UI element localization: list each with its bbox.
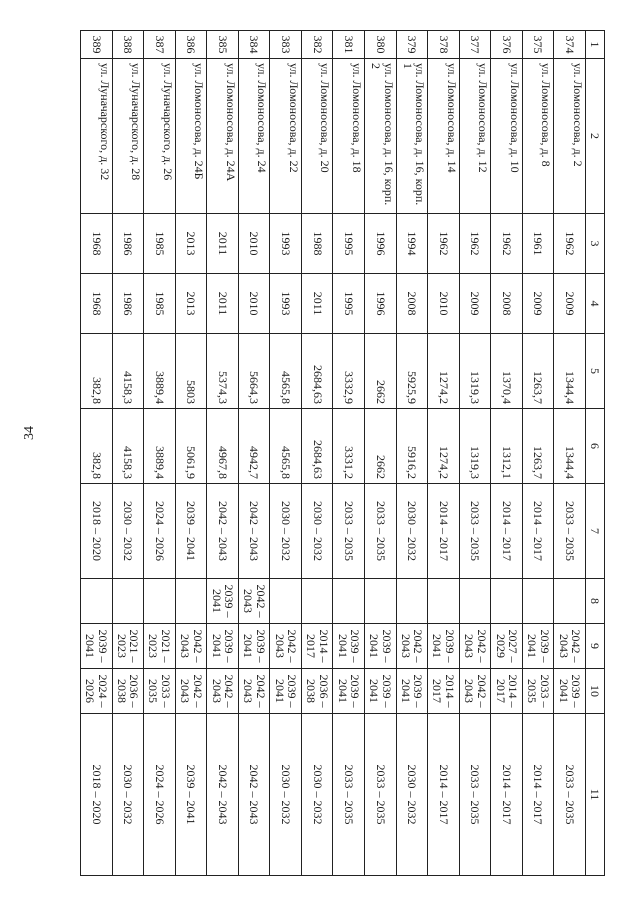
total-area-cell: 3889,4 bbox=[144, 334, 176, 409]
address-cell: ул. Ломоносова, д. 8 bbox=[522, 59, 554, 214]
table-row bbox=[428, 31, 460, 876]
period-col8-cell bbox=[270, 579, 302, 624]
table-row bbox=[81, 31, 113, 876]
living-area-cell: 1263,7 bbox=[522, 409, 554, 484]
period-cell: 2030 – 2032 bbox=[270, 484, 302, 579]
period-col8-cell bbox=[428, 579, 460, 624]
column-header-5: 5 bbox=[586, 334, 605, 409]
table-row bbox=[270, 31, 302, 876]
commission-year-cell: 1986 bbox=[112, 274, 144, 334]
period-col9-cell: 2042 – 2043 bbox=[175, 624, 207, 669]
construction-year-cell: 2011 bbox=[207, 214, 239, 274]
period-col8-cell bbox=[459, 579, 491, 624]
address-cell: ул. Ломоносова, д. 12 bbox=[459, 59, 491, 214]
commission-year-cell: 1996 bbox=[365, 274, 397, 334]
address-cell: ул. Ломоносова, д. 14 bbox=[428, 59, 460, 214]
commission-year-cell: 2009 bbox=[522, 274, 554, 334]
period-col8-cell bbox=[554, 579, 586, 624]
construction-year-cell: 1962 bbox=[428, 214, 460, 274]
address-cell: ул. Ломоносова, д. 24 bbox=[238, 59, 270, 214]
table-row bbox=[522, 31, 554, 876]
period-col11-cell: 2042 – 2043 bbox=[238, 714, 270, 876]
commission-year-cell: 2009 bbox=[459, 274, 491, 334]
total-area-cell: 4565,8 bbox=[270, 334, 302, 409]
period-col10-cell: 2042 – 2043 bbox=[238, 669, 270, 714]
living-area-cell: 3331,2 bbox=[333, 409, 365, 484]
period-col10-cell: 2024 – 2026 bbox=[81, 669, 113, 714]
row-number: 389 bbox=[81, 31, 113, 59]
column-header-6: 6 bbox=[586, 409, 605, 484]
period-cell: 2018 – 2020 bbox=[81, 484, 113, 579]
table-row bbox=[238, 31, 270, 876]
construction-year-cell: 2013 bbox=[175, 214, 207, 274]
table-row bbox=[207, 31, 239, 876]
period-col10-cell: 2014 – 2017 bbox=[428, 669, 460, 714]
period-col8-cell bbox=[175, 579, 207, 624]
period-col10-cell: 2033 – 2035 bbox=[144, 669, 176, 714]
address-cell: ул. Ломоносова, д. 18 bbox=[333, 59, 365, 214]
column-header-9: 9 bbox=[586, 624, 605, 669]
commission-year-cell: 2011 bbox=[207, 274, 239, 334]
period-col9-cell: 2014 – 2017 bbox=[301, 624, 333, 669]
living-area-cell: 5061,9 bbox=[175, 409, 207, 484]
period-col8-cell bbox=[491, 579, 523, 624]
address-cell: ул. Луначарского, д. 32 bbox=[81, 59, 113, 214]
row-number: 388 bbox=[112, 31, 144, 59]
living-area-cell: 4942,7 bbox=[238, 409, 270, 484]
row-number: 385 bbox=[207, 31, 239, 59]
period-cell: 2033 – 2035 bbox=[333, 484, 365, 579]
total-area-cell: 1274,2 bbox=[428, 334, 460, 409]
construction-year-cell: 2010 bbox=[238, 214, 270, 274]
period-col9-cell: 2039 – 2041 bbox=[333, 624, 365, 669]
column-header-8: 8 bbox=[586, 579, 605, 624]
period-col10-cell: 2036 – 2038 bbox=[112, 669, 144, 714]
period-col10-cell: 2039 – 2041 bbox=[554, 669, 586, 714]
address-cell: ул. Ломоносова, д. 16, корп. 1 bbox=[396, 59, 428, 214]
period-col10-cell: 2039 – 2041 bbox=[365, 669, 397, 714]
living-area-cell: 4565,8 bbox=[270, 409, 302, 484]
period-col8-cell: 2042 – 2043 bbox=[238, 579, 270, 624]
total-area-cell: 5925,9 bbox=[396, 334, 428, 409]
period-col8-cell bbox=[301, 579, 333, 624]
address-cell: ул. Ломоносова, д. 2 bbox=[554, 59, 586, 214]
period-col11-cell: 2033 – 2035 bbox=[459, 714, 491, 876]
column-header-3: 3 bbox=[586, 214, 605, 274]
period-cell: 2014 – 2017 bbox=[522, 484, 554, 579]
living-area-cell: 2662 bbox=[365, 409, 397, 484]
period-col9-cell: 2039 – 2041 bbox=[428, 624, 460, 669]
period-col9-cell: 2042 – 2043 bbox=[554, 624, 586, 669]
period-col11-cell: 2030 – 2032 bbox=[396, 714, 428, 876]
living-area-cell: 1344,4 bbox=[554, 409, 586, 484]
period-col11-cell: 2042 – 2043 bbox=[207, 714, 239, 876]
period-col11-cell: 2033 – 2035 bbox=[554, 714, 586, 876]
table-row bbox=[491, 31, 523, 876]
period-col8-cell bbox=[333, 579, 365, 624]
total-area-cell: 1370,4 bbox=[491, 334, 523, 409]
period-cell: 2039 – 2041 bbox=[175, 484, 207, 579]
table-container bbox=[80, 30, 605, 875]
row-number: 381 bbox=[333, 31, 365, 59]
period-col8-cell bbox=[396, 579, 428, 624]
row-number: 374 bbox=[554, 31, 586, 59]
table-row bbox=[365, 31, 397, 876]
period-col11-cell: 2018 – 2020 bbox=[81, 714, 113, 876]
row-number: 384 bbox=[238, 31, 270, 59]
period-col9-cell: 2039 – 2041 bbox=[207, 624, 239, 669]
period-col9-cell: 2021 – 2023 bbox=[144, 624, 176, 669]
address-cell: ул. Луначарского, д. 26 bbox=[144, 59, 176, 214]
period-col10-cell: 2039 – 2041 bbox=[270, 669, 302, 714]
row-number: 379 bbox=[396, 31, 428, 59]
period-col10-cell: 2042 – 2043 bbox=[175, 669, 207, 714]
row-number: 377 bbox=[459, 31, 491, 59]
construction-year-cell: 1986 bbox=[112, 214, 144, 274]
row-number: 378 bbox=[428, 31, 460, 59]
table-row bbox=[554, 31, 586, 876]
construction-year-cell: 1996 bbox=[365, 214, 397, 274]
period-cell: 2014 – 2017 bbox=[491, 484, 523, 579]
period-col9-cell: 2042 – 2043 bbox=[270, 624, 302, 669]
commission-year-cell: 1993 bbox=[270, 274, 302, 334]
period-col10-cell: 2014 – 2017 bbox=[491, 669, 523, 714]
period-col10-cell: 2042 – 2043 bbox=[459, 669, 491, 714]
commission-year-cell: 1995 bbox=[333, 274, 365, 334]
period-col9-cell: 2039 – 2041 bbox=[365, 624, 397, 669]
period-cell: 2033 – 2035 bbox=[365, 484, 397, 579]
address-cell: ул. Ломоносова, д. 22 bbox=[270, 59, 302, 214]
period-col9-cell: 2042 – 2043 bbox=[396, 624, 428, 669]
header-row bbox=[586, 31, 605, 876]
period-col8-cell bbox=[144, 579, 176, 624]
commission-year-cell: 2008 bbox=[491, 274, 523, 334]
period-col8-cell bbox=[81, 579, 113, 624]
table-row bbox=[301, 31, 333, 876]
column-header-10: 10 bbox=[586, 669, 605, 714]
period-col11-cell: 2030 – 2032 bbox=[112, 714, 144, 876]
table-body bbox=[81, 31, 586, 876]
construction-year-cell: 1962 bbox=[554, 214, 586, 274]
commission-year-cell: 2011 bbox=[301, 274, 333, 334]
commission-year-cell: 1968 bbox=[81, 274, 113, 334]
commission-year-cell: 2010 bbox=[238, 274, 270, 334]
column-header-1: 1 bbox=[586, 31, 605, 59]
living-area-cell: 2684,63 bbox=[301, 409, 333, 484]
address-cell: ул. Ломоносова, д. 24А bbox=[207, 59, 239, 214]
period-cell: 2014 – 2017 bbox=[428, 484, 460, 579]
living-area-cell: 1319,3 bbox=[459, 409, 491, 484]
period-cell: 2042 – 2043 bbox=[238, 484, 270, 579]
period-col11-cell: 2030 – 2032 bbox=[301, 714, 333, 876]
period-col11-cell: 2039 – 2041 bbox=[175, 714, 207, 876]
total-area-cell: 1319,3 bbox=[459, 334, 491, 409]
period-col11-cell: 2014 – 2017 bbox=[491, 714, 523, 876]
total-area-cell: 2684,63 bbox=[301, 334, 333, 409]
period-cell: 2042 – 2043 bbox=[207, 484, 239, 579]
row-number: 387 bbox=[144, 31, 176, 59]
construction-year-cell: 1962 bbox=[459, 214, 491, 274]
period-col8-cell bbox=[522, 579, 554, 624]
total-area-cell: 5664,3 bbox=[238, 334, 270, 409]
address-cell: ул. Ломоносова, д. 10 bbox=[491, 59, 523, 214]
period-cell: 2030 – 2032 bbox=[396, 484, 428, 579]
period-col10-cell: 2039 – 2041 bbox=[396, 669, 428, 714]
row-number: 376 bbox=[491, 31, 523, 59]
construction-year-cell: 1985 bbox=[144, 214, 176, 274]
construction-year-cell: 1993 bbox=[270, 214, 302, 274]
commission-year-cell: 1985 bbox=[144, 274, 176, 334]
period-col10-cell: 2042 – 2043 bbox=[207, 669, 239, 714]
period-col11-cell: 2033 – 2035 bbox=[365, 714, 397, 876]
period-col11-cell: 2014 – 2017 bbox=[522, 714, 554, 876]
column-header-7: 7 bbox=[586, 484, 605, 579]
period-col10-cell: 2039 – 2041 bbox=[333, 669, 365, 714]
living-area-cell: 5916,2 bbox=[396, 409, 428, 484]
row-number: 383 bbox=[270, 31, 302, 59]
period-cell: 2033 – 2035 bbox=[459, 484, 491, 579]
total-area-cell: 5803 bbox=[175, 334, 207, 409]
row-number: 380 bbox=[365, 31, 397, 59]
period-cell: 2024 – 2026 bbox=[144, 484, 176, 579]
address-cell: ул. Ломоносова, д. 16, корп. 2 bbox=[365, 59, 397, 214]
period-col11-cell: 2024 – 2026 bbox=[144, 714, 176, 876]
period-col9-cell: 2039 – 2041 bbox=[81, 624, 113, 669]
period-col11-cell: 2033 – 2035 bbox=[333, 714, 365, 876]
address-cell: ул. Ломоносова, д. 20 bbox=[301, 59, 333, 214]
row-number: 386 bbox=[175, 31, 207, 59]
table-row bbox=[333, 31, 365, 876]
column-header-2: 2 bbox=[586, 59, 605, 214]
period-col9-cell: 2042 – 2043 bbox=[459, 624, 491, 669]
living-area-cell: 4967,8 bbox=[207, 409, 239, 484]
column-header-4: 4 bbox=[586, 274, 605, 334]
period-cell: 2030 – 2032 bbox=[112, 484, 144, 579]
living-area-cell: 382,8 bbox=[81, 409, 113, 484]
row-number: 375 bbox=[522, 31, 554, 59]
period-col10-cell: 2036 – 2038 bbox=[301, 669, 333, 714]
table-row bbox=[175, 31, 207, 876]
table-row bbox=[144, 31, 176, 876]
total-area-cell: 3332,9 bbox=[333, 334, 365, 409]
total-area-cell: 1344,4 bbox=[554, 334, 586, 409]
period-col8-cell bbox=[112, 579, 144, 624]
period-col10-cell: 2033 – 2035 bbox=[522, 669, 554, 714]
commission-year-cell: 2008 bbox=[396, 274, 428, 334]
table-row bbox=[459, 31, 491, 876]
commission-year-cell: 2010 bbox=[428, 274, 460, 334]
table-row bbox=[112, 31, 144, 876]
period-col8-cell: 2039 – 2041 bbox=[207, 579, 239, 624]
period-col8-cell bbox=[365, 579, 397, 624]
total-area-cell: 5374,3 bbox=[207, 334, 239, 409]
address-cell: ул. Луначарского, д. 28 bbox=[112, 59, 144, 214]
period-col9-cell: 2027 – 2029 bbox=[491, 624, 523, 669]
living-area-cell: 4158,3 bbox=[112, 409, 144, 484]
address-cell: ул. Ломоносова, д. 24Б bbox=[175, 59, 207, 214]
period-col11-cell: 2014 – 2017 bbox=[428, 714, 460, 876]
period-cell: 2033 – 2035 bbox=[554, 484, 586, 579]
column-header-11: 11 bbox=[586, 714, 605, 876]
construction-year-cell: 1995 bbox=[333, 214, 365, 274]
total-area-cell: 1263,7 bbox=[522, 334, 554, 409]
living-area-cell: 1274,2 bbox=[428, 409, 460, 484]
row-number: 382 bbox=[301, 31, 333, 59]
total-area-cell: 4158,3 bbox=[112, 334, 144, 409]
construction-year-cell: 1968 bbox=[81, 214, 113, 274]
housing-table bbox=[80, 30, 605, 876]
commission-year-cell: 2013 bbox=[175, 274, 207, 334]
construction-year-cell: 1988 bbox=[301, 214, 333, 274]
construction-year-cell: 1994 bbox=[396, 214, 428, 274]
commission-year-cell: 2009 bbox=[554, 274, 586, 334]
period-col9-cell: 2039 – 2041 bbox=[238, 624, 270, 669]
period-col9-cell: 2039 – 2041 bbox=[522, 624, 554, 669]
living-area-cell: 3889,4 bbox=[144, 409, 176, 484]
total-area-cell: 382,8 bbox=[81, 334, 113, 409]
table-row bbox=[396, 31, 428, 876]
total-area-cell: 2662 bbox=[365, 334, 397, 409]
construction-year-cell: 1961 bbox=[522, 214, 554, 274]
page-number: 34 bbox=[22, 426, 37, 440]
living-area-cell: 1312,1 bbox=[491, 409, 523, 484]
construction-year-cell: 1962 bbox=[491, 214, 523, 274]
period-col11-cell: 2030 – 2032 bbox=[270, 714, 302, 876]
period-col9-cell: 2021 – 2023 bbox=[112, 624, 144, 669]
period-cell: 2030 – 2032 bbox=[301, 484, 333, 579]
